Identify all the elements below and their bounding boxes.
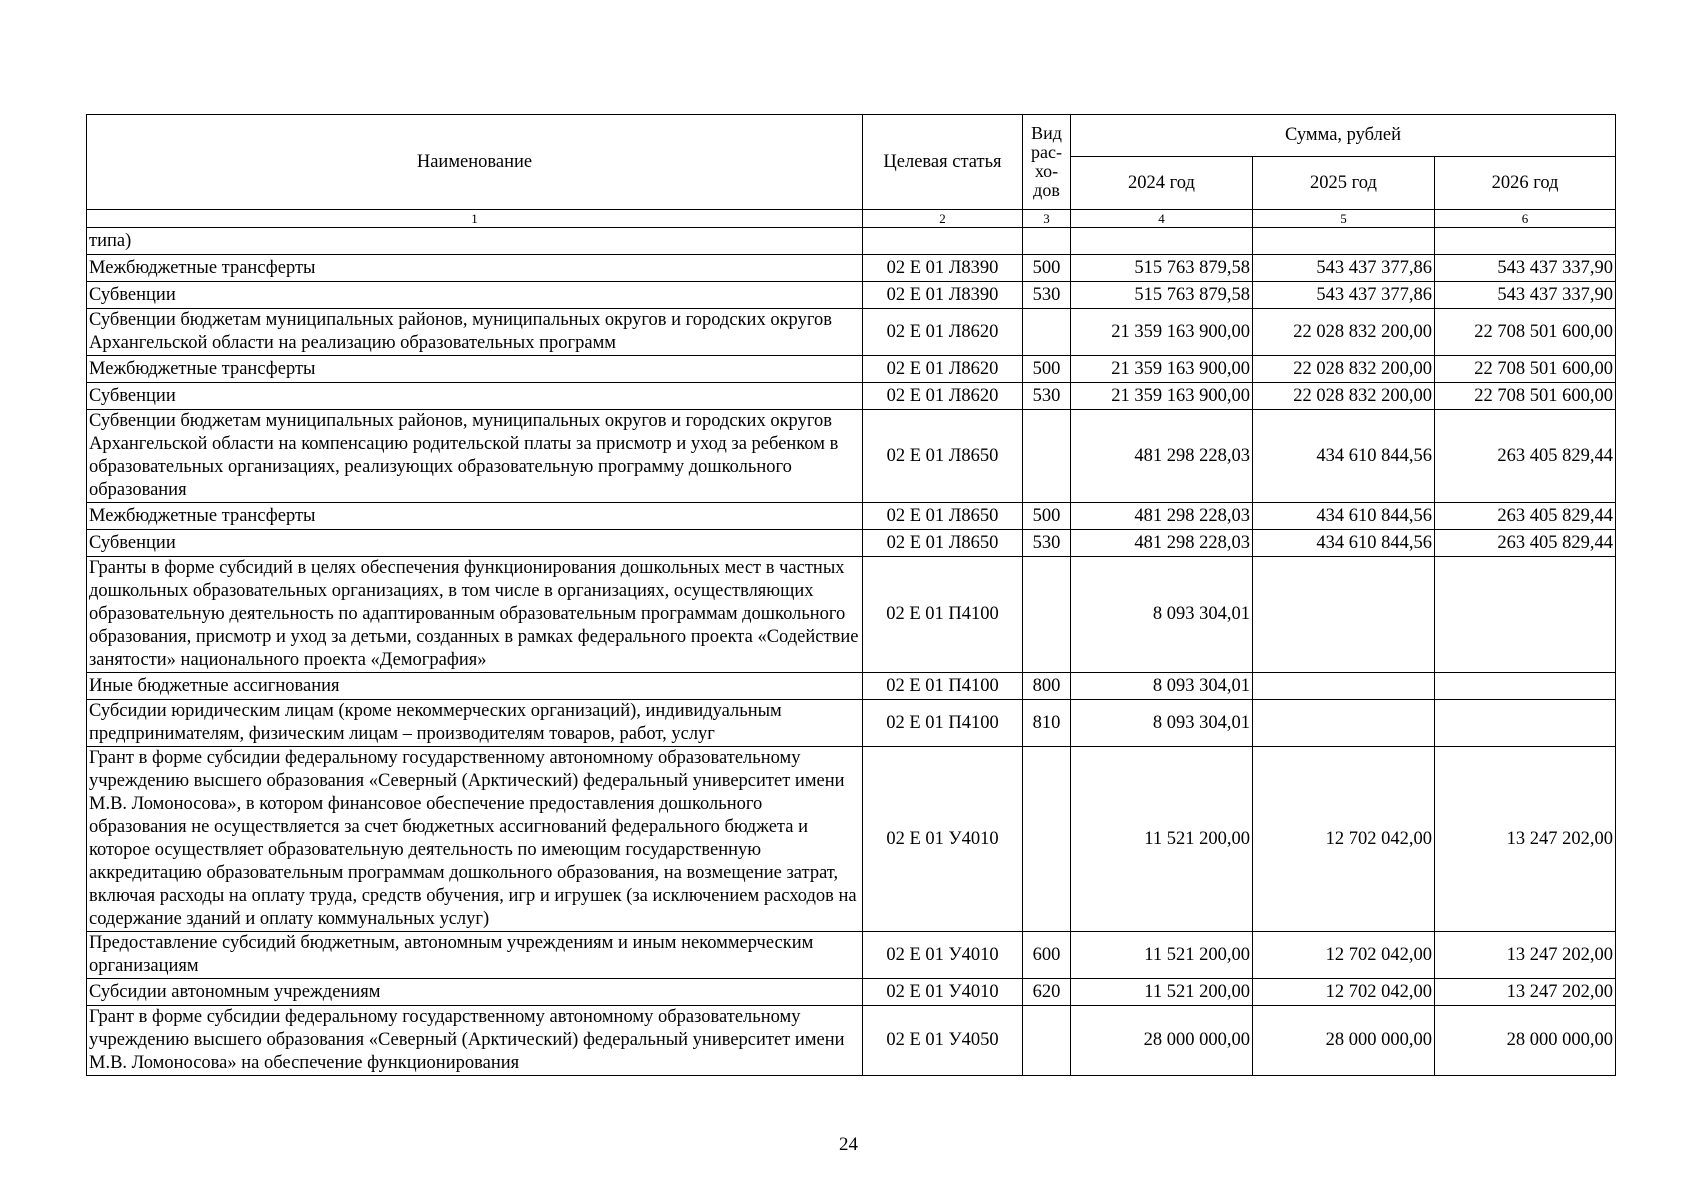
table-row xyxy=(87,1006,1616,1076)
table-row xyxy=(87,530,1616,557)
cell-expense-type: 500 xyxy=(1023,255,1071,282)
header-year-2024: 2024 год xyxy=(1071,157,1253,210)
cell-sum-2025: 434 610 844,56 xyxy=(1253,503,1435,530)
cell-sum-2024: 515 763 879,58 xyxy=(1071,255,1253,282)
cell-sum-2026: 13 247 202,00 xyxy=(1435,747,1616,932)
table-row xyxy=(87,228,1616,255)
cell-sum-2024: 11 521 200,00 xyxy=(1071,747,1253,932)
cell-sum-2025 xyxy=(1253,557,1435,673)
cell-sum-2024 xyxy=(1071,228,1253,255)
budget-table xyxy=(86,114,1616,1076)
cell-sum-2024: 21 359 163 900,00 xyxy=(1071,309,1253,356)
cell-expense-type xyxy=(1023,228,1071,255)
cell-sum-2026: 13 247 202,00 xyxy=(1435,979,1616,1006)
cell-expense-type: 800 xyxy=(1023,673,1071,700)
cell-name: Межбюджетные трансферты xyxy=(87,356,863,383)
cell-sum-2025: 22 028 832 200,00 xyxy=(1253,356,1435,383)
cell-sum-2024: 481 298 228,03 xyxy=(1071,410,1253,503)
cell-name: типа) xyxy=(87,228,863,255)
cell-sum-2024: 28 000 000,00 xyxy=(1071,1006,1253,1076)
cell-sum-2026: 263 405 829,44 xyxy=(1435,530,1616,557)
cell-sum-2026: 28 000 000,00 xyxy=(1435,1006,1616,1076)
header-sum: Сумма, рублей xyxy=(1071,115,1616,157)
cell-sum-2026: 543 437 337,90 xyxy=(1435,282,1616,309)
cell-expense-type: 530 xyxy=(1023,530,1071,557)
table-row xyxy=(87,282,1616,309)
cell-sum-2024: 481 298 228,03 xyxy=(1071,530,1253,557)
table-row xyxy=(87,410,1616,503)
cell-target-code: 02 Е 01 У4010 xyxy=(863,979,1023,1006)
cell-target-code xyxy=(863,228,1023,255)
cell-sum-2026: 22 708 501 600,00 xyxy=(1435,309,1616,356)
cell-sum-2025: 434 610 844,56 xyxy=(1253,530,1435,557)
table-row xyxy=(87,255,1616,282)
cell-name: Субвенции бюджетам муниципальных районов, муниципальных округов и городских округов Архангельской области на компенсацию родительской платы за присмотр и уход за ребенком в образовательных организациях, реализующих образовательную программу дошкольного образования xyxy=(87,410,863,503)
table-row xyxy=(87,673,1616,700)
cell-sum-2025 xyxy=(1253,228,1435,255)
cell-sum-2024: 21 359 163 900,00 xyxy=(1071,356,1253,383)
cell-sum-2026: 22 708 501 600,00 xyxy=(1435,356,1616,383)
cell-target-code: 02 Е 01 Л8620 xyxy=(863,383,1023,410)
cell-name: Субвенции бюджетам муниципальных районов, муниципальных округов и городских округов Архангельской области на реализацию образовательных программ xyxy=(87,309,863,356)
cell-target-code: 02 Е 01 Л8650 xyxy=(863,530,1023,557)
cell-sum-2025: 12 702 042,00 xyxy=(1253,747,1435,932)
table-row xyxy=(87,356,1616,383)
cell-target-code: 02 Е 01 Л8390 xyxy=(863,282,1023,309)
table-row xyxy=(87,557,1616,673)
cell-target-code: 02 Е 01 П4100 xyxy=(863,557,1023,673)
table-row xyxy=(87,383,1616,410)
cell-sum-2026: 22 708 501 600,00 xyxy=(1435,383,1616,410)
header-code: Целевая статья xyxy=(863,115,1023,210)
cell-name: Субвенции xyxy=(87,530,863,557)
cell-sum-2024: 8 093 304,01 xyxy=(1071,673,1253,700)
header-year-2026: 2026 год xyxy=(1435,157,1616,210)
cell-sum-2025: 12 702 042,00 xyxy=(1253,932,1435,979)
cell-sum-2025: 543 437 377,86 xyxy=(1253,255,1435,282)
cell-name: Межбюджетные трансферты xyxy=(87,503,863,530)
header-type: Вид рас-хо-дов xyxy=(1023,115,1071,210)
table-row xyxy=(87,979,1616,1006)
cell-expense-type: 530 xyxy=(1023,282,1071,309)
cell-expense-type: 500 xyxy=(1023,503,1071,530)
cell-sum-2025: 22 028 832 200,00 xyxy=(1253,383,1435,410)
cell-expense-type xyxy=(1023,747,1071,932)
header-year-2025: 2025 год xyxy=(1253,157,1435,210)
cell-expense-type xyxy=(1023,557,1071,673)
cell-target-code: 02 Е 01 Л8620 xyxy=(863,356,1023,383)
cell-sum-2024: 11 521 200,00 xyxy=(1071,979,1253,1006)
cell-expense-type xyxy=(1023,410,1071,503)
cell-sum-2026: 263 405 829,44 xyxy=(1435,410,1616,503)
cell-target-code: 02 Е 01 П4100 xyxy=(863,700,1023,747)
column-number: 1 xyxy=(87,210,863,228)
cell-sum-2025 xyxy=(1253,700,1435,747)
cell-target-code: 02 Е 01 Л8390 xyxy=(863,255,1023,282)
cell-name: Иные бюджетные ассигнования xyxy=(87,673,863,700)
cell-target-code: 02 Е 01 У4050 xyxy=(863,1006,1023,1076)
cell-sum-2025: 22 028 832 200,00 xyxy=(1253,309,1435,356)
cell-sum-2026 xyxy=(1435,673,1616,700)
cell-name: Гранты в форме субсидий в целях обеспечения функционирования дошкольных мест в частных дошкольных образовательных организациях, в том числе в организациях, осуществляющих образовательную деятельность по адаптированным образовательным программам дошкольного образования, присмотр и уход за детьми, созданных в рамках федерального проекта «Содействие занятости» национального проекта «Демография» xyxy=(87,557,863,673)
cell-target-code: 02 Е 01 У4010 xyxy=(863,747,1023,932)
cell-sum-2026: 543 437 337,90 xyxy=(1435,255,1616,282)
cell-name: Грант в форме субсидии федеральному государственному автономному образовательному учреждению высшего образования «Северный (Арктический) федеральный университет имени М.В. Ломоносова» на обеспечение функционирования xyxy=(87,1006,863,1076)
column-number: 4 xyxy=(1071,210,1253,228)
cell-name: Межбюджетные трансферты xyxy=(87,255,863,282)
cell-sum-2026 xyxy=(1435,700,1616,747)
cell-name: Субвенции xyxy=(87,282,863,309)
cell-name: Предоставление субсидий бюджетным, автономным учреждениям и иным некоммерческим организациям xyxy=(87,932,863,979)
cell-target-code: 02 Е 01 Л8650 xyxy=(863,503,1023,530)
cell-name: Субсидии юридическим лицам (кроме некоммерческих организаций), индивидуальным предпринимателям, физическим лицам – производителям товаров, работ, услуг xyxy=(87,700,863,747)
cell-sum-2025 xyxy=(1253,673,1435,700)
table-row xyxy=(87,932,1616,979)
column-number: 3 xyxy=(1023,210,1071,228)
column-number: 6 xyxy=(1435,210,1616,228)
page-number: 24 xyxy=(839,1134,858,1155)
cell-sum-2024: 515 763 879,58 xyxy=(1071,282,1253,309)
cell-expense-type: 810 xyxy=(1023,700,1071,747)
cell-target-code: 02 Е 01 Л8650 xyxy=(863,410,1023,503)
column-number: 5 xyxy=(1253,210,1435,228)
cell-sum-2024: 11 521 200,00 xyxy=(1071,932,1253,979)
cell-name: Субсидии автономным учреждениям xyxy=(87,979,863,1006)
header-name: Наименование xyxy=(87,115,863,210)
cell-target-code: 02 Е 01 П4100 xyxy=(863,673,1023,700)
cell-sum-2024: 8 093 304,01 xyxy=(1071,557,1253,673)
cell-expense-type: 620 xyxy=(1023,979,1071,1006)
cell-target-code: 02 Е 01 У4010 xyxy=(863,932,1023,979)
cell-sum-2025: 28 000 000,00 xyxy=(1253,1006,1435,1076)
table-row xyxy=(87,700,1616,747)
cell-target-code: 02 Е 01 Л8620 xyxy=(863,309,1023,356)
cell-sum-2025: 543 437 377,86 xyxy=(1253,282,1435,309)
cell-expense-type: 600 xyxy=(1023,932,1071,979)
cell-sum-2024: 481 298 228,03 xyxy=(1071,503,1253,530)
table-row xyxy=(87,747,1616,932)
cell-sum-2024: 21 359 163 900,00 xyxy=(1071,383,1253,410)
cell-name: Грант в форме субсидии федеральному государственному автономному образовательному учреждению высшего образования «Северный (Арктический) федеральный университет имени М.В. Ломоносова», в котором финансовое обеспечение предоставления дошкольного образования не осуществляется за счет бюджетных ассигнований федерального бюджета и которое осуществляет образовательную деятельность по имеющим государственную аккредитацию образовательным программам дошкольного образования, на возмещение затрат, включая расходы на оплату труда, средств обучения, игр и игрушек (за исключением расходов на содержание зданий и оплату коммунальных услуг) xyxy=(87,747,863,932)
table-body xyxy=(87,228,1616,1076)
cell-sum-2026 xyxy=(1435,557,1616,673)
cell-sum-2024: 8 093 304,01 xyxy=(1071,700,1253,747)
cell-sum-2025: 12 702 042,00 xyxy=(1253,979,1435,1006)
cell-name: Субвенции xyxy=(87,383,863,410)
table-row xyxy=(87,503,1616,530)
cell-sum-2026 xyxy=(1435,228,1616,255)
cell-expense-type xyxy=(1023,309,1071,356)
cell-expense-type xyxy=(1023,1006,1071,1076)
cell-sum-2026: 13 247 202,00 xyxy=(1435,932,1616,979)
cell-expense-type: 530 xyxy=(1023,383,1071,410)
table-row xyxy=(87,309,1616,356)
cell-expense-type: 500 xyxy=(1023,356,1071,383)
cell-sum-2025: 434 610 844,56 xyxy=(1253,410,1435,503)
cell-sum-2026: 263 405 829,44 xyxy=(1435,503,1616,530)
column-number: 2 xyxy=(863,210,1023,228)
